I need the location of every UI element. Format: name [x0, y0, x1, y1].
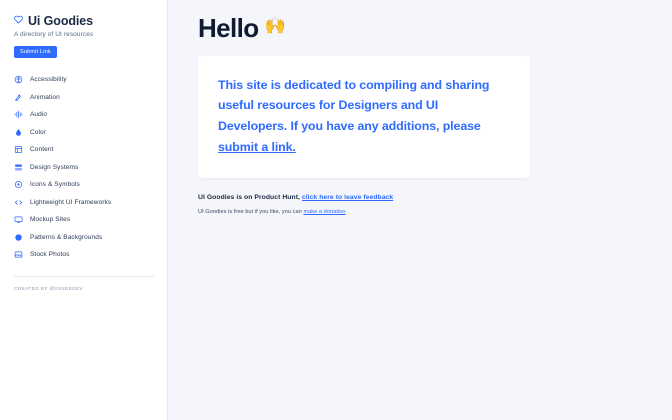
photo-icon [14, 250, 23, 259]
sidebar [0, 0, 168, 420]
product-hunt-line [198, 194, 646, 201]
icons-symbols-icon [14, 180, 23, 189]
make-a-donation-link[interactable]: make a donation [303, 208, 346, 215]
mockup-icon [14, 215, 23, 224]
sidebar-item-label: Accessibility [30, 76, 67, 84]
heart-icon [14, 15, 23, 27]
audio-icon [14, 110, 23, 119]
donation-text: UI Goodies is free but if you like, you can [198, 208, 304, 215]
sidebar-item-content[interactable] [14, 141, 153, 159]
sidebar-item-label: Stock Photos [30, 251, 70, 259]
sidebar-item-mockup-sites[interactable] [14, 211, 153, 229]
accessibility-icon [14, 75, 23, 84]
donation-line [198, 209, 646, 215]
sidebar-item-color[interactable] [14, 124, 153, 142]
sidebar-divider [14, 276, 154, 277]
design-systems-icon [14, 163, 23, 172]
sidebar-nav [14, 71, 153, 264]
intro-line-1: This site is dedicated to compiling and [218, 77, 442, 92]
product-hunt-feedback-link[interactable]: click here to leave feedback [301, 193, 394, 201]
product-hunt-text: UI Goodies is on Product Hunt, [198, 193, 302, 201]
brand[interactable] [14, 14, 153, 28]
sidebar-item-design-systems[interactable] [14, 159, 153, 177]
content-icon [14, 145, 23, 154]
sidebar-item-label: Color [30, 128, 47, 136]
sidebar-item-label: Content [30, 146, 54, 154]
sidebar-item-label: Icons & Symbols [30, 181, 80, 189]
page-title-text: Hello [198, 13, 259, 43]
sidebar-item-accessibility[interactable] [14, 71, 153, 89]
intro-card [198, 56, 530, 178]
sidebar-item-patterns-backgrounds[interactable] [14, 229, 153, 247]
sidebar-item-label: Animation [30, 93, 60, 101]
sidebar-item-label: Audio [30, 111, 48, 119]
submit-link-button[interactable]: Submit Link [14, 46, 57, 58]
brand-subtitle: A directory of UI resources [14, 31, 94, 38]
main-content [168, 0, 672, 420]
intro-card-text [218, 75, 510, 158]
page-title [198, 14, 646, 43]
code-icon [14, 198, 23, 207]
animation-icon [14, 93, 23, 102]
brand-title: Ui Goodies [28, 14, 93, 28]
sidebar-item-label: Design Systems [30, 163, 79, 171]
sidebar-item-stock-photos[interactable] [14, 246, 153, 264]
sidebar-item-animation[interactable] [14, 89, 153, 107]
sidebar-item-label: Lightweight UI Frameworks [30, 198, 112, 206]
sidebar-footer-credit: CREATED BY @IISSEEDEV [14, 286, 84, 292]
patterns-icon [14, 233, 23, 242]
sidebar-item-icons-symbols[interactable] [14, 176, 153, 194]
color-drop-icon [14, 128, 23, 137]
sidebar-item-label: Mockup Sites [30, 216, 71, 224]
submit-a-link-link[interactable]: submit a link. [218, 140, 296, 155]
sidebar-item-lightweight-ui-frameworks[interactable] [14, 194, 153, 212]
sidebar-item-label: Patterns & Backgrounds [30, 233, 103, 241]
raised-hands-icon: 🙌 [264, 16, 286, 35]
sidebar-item-audio[interactable] [14, 106, 153, 124]
intro-line-4-prefix: please [442, 119, 481, 134]
intro-line-3: UI Developers. If you have any additions, [218, 98, 440, 134]
intro-line-2: sharing useful resources for Designers and [218, 77, 490, 113]
